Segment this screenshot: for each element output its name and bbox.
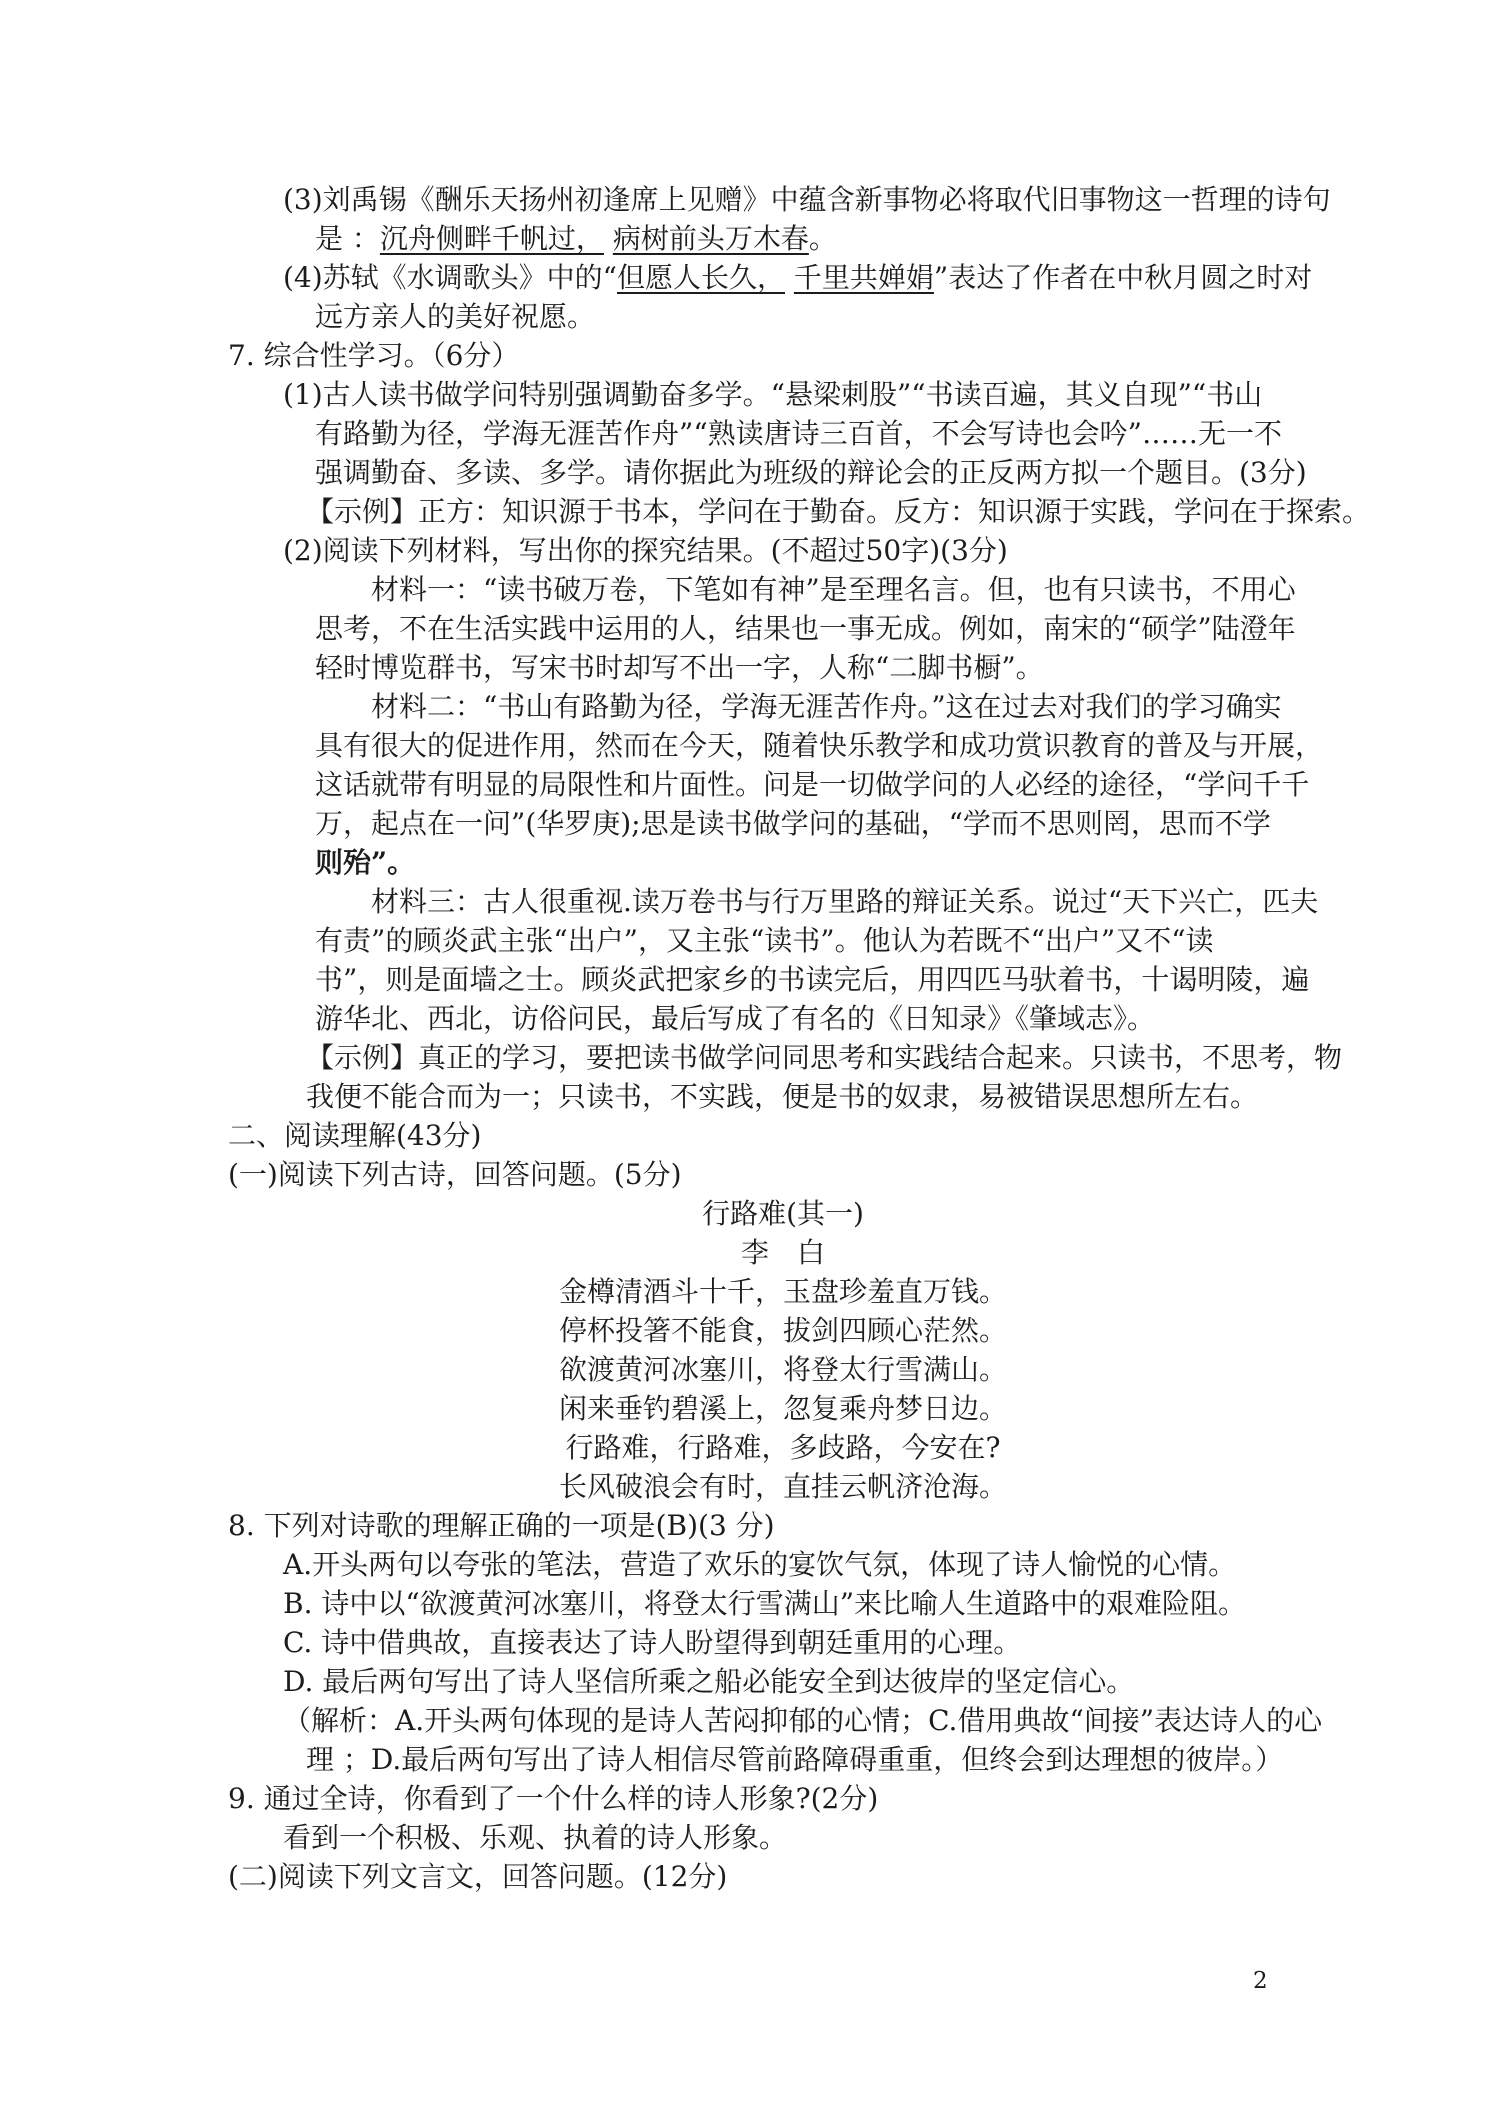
text-line (228, 1233, 1338, 1272)
text-segment: 材料二：“书山有路勤为径，学海无涯苦作舟。”这在过去对我们的学习确实 (371, 690, 1282, 723)
text-segment: (3)刘禹锡《酬乐天扬州初逢席上见赠》中蕴含新事物必将取代旧事物这一哲理的诗句 (283, 183, 1331, 216)
text-line (315, 219, 1338, 258)
text-segment: 远方亲人的美好祝愿。 (315, 300, 596, 333)
text-segment: 具有很大的促进作用，然而在今天，随着快乐教学和成功赏识教育的普及与开展， (315, 729, 1324, 762)
text-segment: 是 ： (315, 222, 380, 255)
text-line (371, 687, 1338, 726)
text-line (283, 375, 1338, 414)
text-segment: 有责”的顾炎武主张“出户”，又主张“读书”。他认为若既不“出户”又不“读 (315, 924, 1214, 957)
text-line (228, 1311, 1338, 1350)
text-line (306, 492, 1371, 531)
text-segment: C. 诗中借典故，直接表达了诗人盼望得到朝廷重用的心理。 (283, 1626, 1022, 1659)
text-line (228, 1350, 1338, 1389)
text-segment: 李 白 (740, 1236, 825, 1269)
text-segment: （解析：A.开头两句体现的是诗人苦闷抑郁的心情；C.借用典故“间接”表达诗人的心 (283, 1704, 1323, 1737)
text-segment: 思考，不在生活实践中运用的人，结果也一事无成。例如，南宋的“硕学”陆澄年 (315, 612, 1296, 645)
text-line (306, 1038, 1343, 1077)
text-line (315, 999, 1338, 1038)
text-line (315, 609, 1338, 648)
text-line (283, 180, 1338, 219)
text-segment: 书”，则是面墙之士。顾炎武把家乡的书读完后，用四匹马驮着书，十谒明陵，遍 (315, 963, 1310, 996)
text-segment: 欲渡黄河冰塞川，将登太行雪满山。 (558, 1353, 1007, 1386)
text-segment: 材料一：“读书破万卷，下笔如有神”是至理名言。但，也有只读书，不用心 (371, 573, 1296, 606)
text-segment: 强调勤奋、多读、多学。请你据此为班级的辩论会的正反两方拟一个题目。(3分) (315, 456, 1307, 489)
text-segment: 【示例】正方：知识源于书本，学问在于勤奋。反方：知识源于实践，学问在于探索。 (306, 495, 1371, 528)
page-number: 2 (1253, 1968, 1268, 1994)
text-segment: 行路难，行路难，多歧路，今安在? (565, 1431, 1001, 1464)
text-line (228, 1779, 1338, 1818)
text-line (283, 258, 1338, 297)
text-segment (785, 261, 794, 294)
underlined-answer-text: 沉舟侧畔千帆过， (379, 222, 604, 255)
text-segment: D. 最后两句写出了诗人坚信所乘之船必能安全到达彼岸的坚定信心。 (283, 1665, 1135, 1698)
text-line (228, 1506, 1338, 1545)
text-segment: 长风破浪会有时，直挂云帆济沧海。 (558, 1470, 1007, 1503)
text-segment: (4)苏轼《水调歌头》中的“ (283, 261, 617, 294)
text-segment: 行路难(其一) (702, 1197, 864, 1230)
text-line (228, 1857, 1338, 1896)
text-segment: 材料三：古人很重视.读万卷书与行万里路的辩证关系。说过“天下兴亡，匹夫 (371, 885, 1319, 918)
underlined-answer-text: 病树前头万木春 (612, 222, 809, 255)
text-segment: (1)古人读书做学问特别强调勤奋多学。“悬梁刺股”“书读百遍，其义自现”“书山 (283, 378, 1263, 411)
underlined-answer-text: 但愿人长久， (616, 261, 785, 294)
text-line (283, 531, 1338, 570)
text-line (283, 1545, 1338, 1584)
text-line (228, 1155, 1338, 1194)
text-segment: B. 诗中以“欲渡黄河冰塞川，将登太行雪满山”来比喻人生道路中的艰难险阻。 (283, 1587, 1247, 1620)
text-line (315, 297, 1338, 336)
text-segment: 则殆”。 (315, 846, 416, 879)
text-line (371, 570, 1338, 609)
text-segment: 闲来垂钓碧溪上，忽复乘舟梦日边。 (558, 1392, 1007, 1425)
text-segment: 有路勤为径，学海无涯苦作舟”“熟读唐诗三百首，不会写诗也会吟”……无一不 (315, 417, 1282, 450)
text-segment: 。 (808, 222, 837, 255)
text-line (315, 804, 1338, 843)
text-segment: A.开头两句以夸张的笔法，营造了欢乐的宴饮气氛，体现了诗人愉悦的心情。 (283, 1548, 1237, 1581)
text-line (283, 1701, 1338, 1740)
text-segment: (2)阅读下列材料，写出你的探究结果。(不超过50字)(3分) (283, 534, 1008, 567)
document-content (228, 180, 1371, 1896)
text-line (228, 1116, 1338, 1155)
text-line (306, 1077, 1338, 1116)
text-segment: (一)阅读下列古诗，回答问题。(5分) (228, 1158, 682, 1191)
text-line (283, 1662, 1338, 1701)
text-line (315, 843, 1338, 882)
text-segment: 9. 通过全诗，你看到了一个什么样的诗人形象?(2分) (228, 1782, 879, 1815)
text-segment: 8. 下列对诗歌的理解正确的一项是(B)(3 分) (228, 1509, 775, 1542)
text-line (306, 1740, 1338, 1779)
text-segment: 游华北、西北，访俗问民，最后写成了有名的《日知录》《肇域志》。 (315, 1002, 1156, 1035)
text-line (228, 1467, 1338, 1506)
text-line (283, 1584, 1338, 1623)
text-line (371, 882, 1338, 921)
text-line (315, 648, 1338, 687)
text-line (228, 1428, 1338, 1467)
text-segment: 理 ；D.最后两句写出了诗人相信尽管前路障碍重重，但终会到达理想的彼岸。） (306, 1743, 1284, 1776)
text-line (228, 336, 1338, 375)
text-line (228, 1194, 1338, 1233)
text-segment: 停杯投箸不能食，拔剑四顾心茫然。 (558, 1314, 1007, 1347)
text-segment: 7. 综合性学习。（6分） (228, 339, 520, 372)
text-segment (604, 222, 613, 255)
underlined-answer-text: 千里共婵娟 (793, 261, 934, 294)
text-segment: ”表达了作者在中秋月圆之时对 (933, 261, 1313, 294)
text-line (228, 1389, 1338, 1428)
text-segment: 金樽清酒斗十千，玉盘珍羞直万钱。 (558, 1275, 1007, 1308)
text-segment: 【示例】真正的学习，要把读书做学问同思考和实践结合起来。只读书，不思考，物 (306, 1041, 1343, 1074)
text-segment: 我便不能合而为一；只读书，不实践，便是书的奴隶，易被错误思想所左右。 (306, 1080, 1259, 1113)
text-line (315, 414, 1338, 453)
text-line (228, 1272, 1338, 1311)
text-segment: 这话就带有明显的局限性和片面性。问是一切做学问的人必经的途径，“学问千千 (315, 768, 1310, 801)
text-line (315, 765, 1338, 804)
text-line (315, 921, 1338, 960)
text-segment: (二)阅读下列文言文，回答问题。(12分) (228, 1860, 728, 1893)
text-line (283, 1818, 1338, 1857)
text-line (315, 453, 1338, 492)
text-segment: 万，起点在一问”(华罗庚);思是读书做学问的基础，“学而不思则罔，思而不学 (315, 807, 1271, 840)
text-line (283, 1623, 1338, 1662)
text-segment: 看到一个积极、乐观、执着的诗人形象。 (283, 1821, 788, 1854)
text-line (315, 726, 1338, 765)
text-segment: 轻时博览群书，写宋书时却写不出一字，人称“二脚书橱”。 (315, 651, 1044, 684)
text-segment: 二、阅读理解(43分) (228, 1119, 482, 1152)
text-line (315, 960, 1338, 999)
